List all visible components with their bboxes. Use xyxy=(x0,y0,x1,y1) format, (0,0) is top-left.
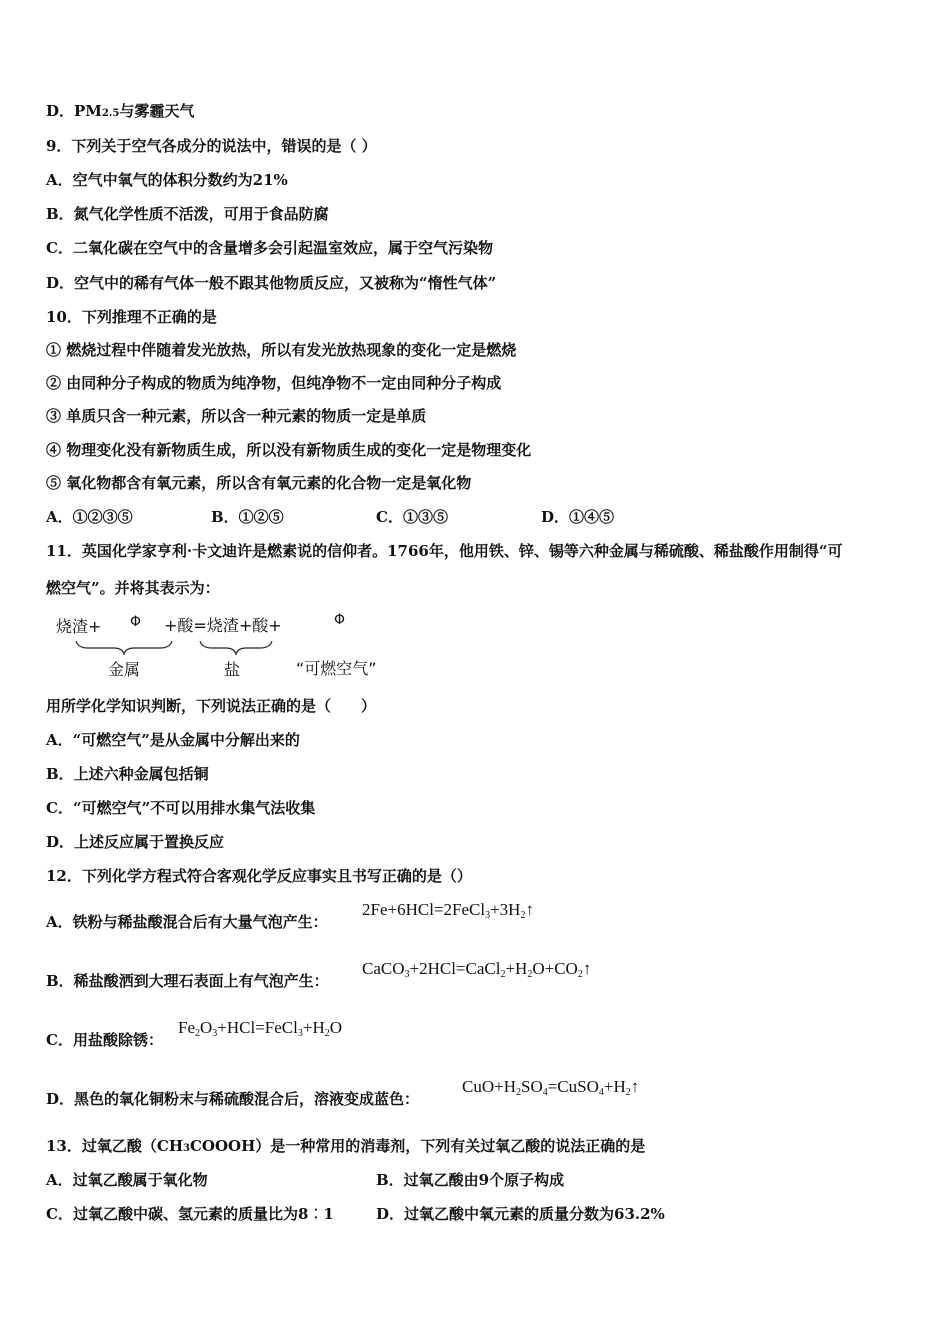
q11-question: 用所学化学知识判断，下列说法正确的是（ ） xyxy=(46,697,377,715)
q11-stem-line1: 11．英国化学家亨利·卡文迪许是燃素说的信仰者。1766年，他用铁、锌、锡等六种金属与稀硫酸、稀盐酸作用制得“可 xyxy=(46,542,843,560)
q13-option-d: D．过氧乙酸中氧元素的质量分数为63.2% xyxy=(376,1205,665,1223)
q10-option-a: A．①②③⑤ xyxy=(46,508,133,526)
q9-option-a: A．空气中氧气的体积分数约为21% xyxy=(46,171,288,189)
q12-equation-b: $CaCO_3+2HCl=CaCl_2+H_2O+CO_2↑$ xyxy=(362,959,592,980)
label-flammable-air: “可燃空气” xyxy=(296,659,377,678)
diagram-part1: 烧渣+ xyxy=(56,617,102,636)
q11-option-d: D．上述反应属于置换反应 xyxy=(46,833,225,851)
q11-option-a: A．“可燃空气”是从金属中分解出来的 xyxy=(46,731,300,749)
q10-item: ⑤ 氧化物都含有氧元素，所以含有氧元素的化合物一定是氧化物 xyxy=(46,474,472,492)
q10-option-d: D．①④⑤ xyxy=(541,508,615,526)
q10-stem: 10．下列推理不正确的是 xyxy=(46,308,217,326)
q12-stem: 12．下列化学方程式符合客观化学反应事实且书写正确的是（） xyxy=(46,867,472,885)
q11-option-b: B．上述六种金属包括铜 xyxy=(46,765,209,783)
q12-option-c: C．用盐酸除锈： xyxy=(46,1031,163,1049)
q10-option-b: B．①②⑤ xyxy=(211,508,284,526)
label-salt: 盐 xyxy=(224,660,241,679)
q9-stem: 9．下列关于空气各成分的说法中，错误的是（ ） xyxy=(46,137,377,155)
q9-option-b: B．氮气化学性质不活泼，可用于食品防腐 xyxy=(46,205,329,223)
q10-option-c: C．①③⑤ xyxy=(376,508,448,526)
q12-equation-a: $2Fe+6HCl=2FeCl_3+3H_2↑$ xyxy=(362,900,534,921)
q10-item: ④ 物理变化没有新物质生成，所以没有新物质生成的变化一定是物理变化 xyxy=(46,441,532,459)
phi-symbol: Φ xyxy=(130,614,142,630)
q10-options xyxy=(46,507,926,527)
q12-option-d: D．黑色的氧化铜粉末与稀硫酸混合后，溶液变成蓝色： xyxy=(46,1090,420,1108)
q8-option-d: D．PM2.5与雾霾天气 xyxy=(46,102,195,120)
q10-item: ① 燃烧过程中伴随着发光放热，所以有发光放热现象的变化一定是燃烧 xyxy=(46,341,517,359)
q11-option-c: C．“可燃空气”不可以用排水集气法收集 xyxy=(46,799,316,817)
q9-option-c: C．二氧化碳在空气中的含量增多会引起温室效应，属于空气污染物 xyxy=(46,239,493,257)
phlogiston-equation-diagram xyxy=(50,608,410,684)
phi-symbol: Φ xyxy=(334,612,346,628)
q13-options-row2 xyxy=(46,1204,926,1224)
q12-equation-c: $Fe_2O_3+HCl=FeCl_3+H_2O$ xyxy=(178,1018,343,1039)
q10-item: ③ 单质只含一种元素，所以含一种元素的物质一定是单质 xyxy=(46,407,427,425)
q9-option-d: D．空气中的稀有气体一般不跟其他物质反应，又被称为“惰性气体” xyxy=(46,274,497,292)
label-metal: 金属 xyxy=(108,660,141,679)
diagram-part2: +酸=烧渣+酸+ xyxy=(164,616,282,635)
q12-option-a: A．铁粉与稀盐酸混合后有大量气泡产生： xyxy=(46,913,328,931)
q12-equation-d: $CuO+H_2SO_4=CuSO_4+H_2↑$ xyxy=(462,1077,640,1098)
q13-options-row1 xyxy=(46,1170,926,1190)
q13-stem: 13．过氧乙酸（CH3COOOH）是一种常用的消毒剂，下列有关过氧乙酸的说法正确的是 xyxy=(46,1137,646,1155)
q13-option-a: A．过氧乙酸属于氧化物 xyxy=(46,1171,208,1189)
q13-option-c: C．过氧乙酸中碳、氢元素的质量比为8︰1 xyxy=(46,1205,334,1223)
q12-option-b: B．稀盐酸洒到大理石表面上有气泡产生： xyxy=(46,972,329,990)
q10-item: ② 由同种分子构成的物质为纯净物，但纯净物不一定由同种分子构成 xyxy=(46,374,502,392)
q13-option-b: B．过氧乙酸由9个原子构成 xyxy=(376,1171,565,1189)
q11-stem-line2: 燃空气”。并将其表示为： xyxy=(46,579,220,597)
